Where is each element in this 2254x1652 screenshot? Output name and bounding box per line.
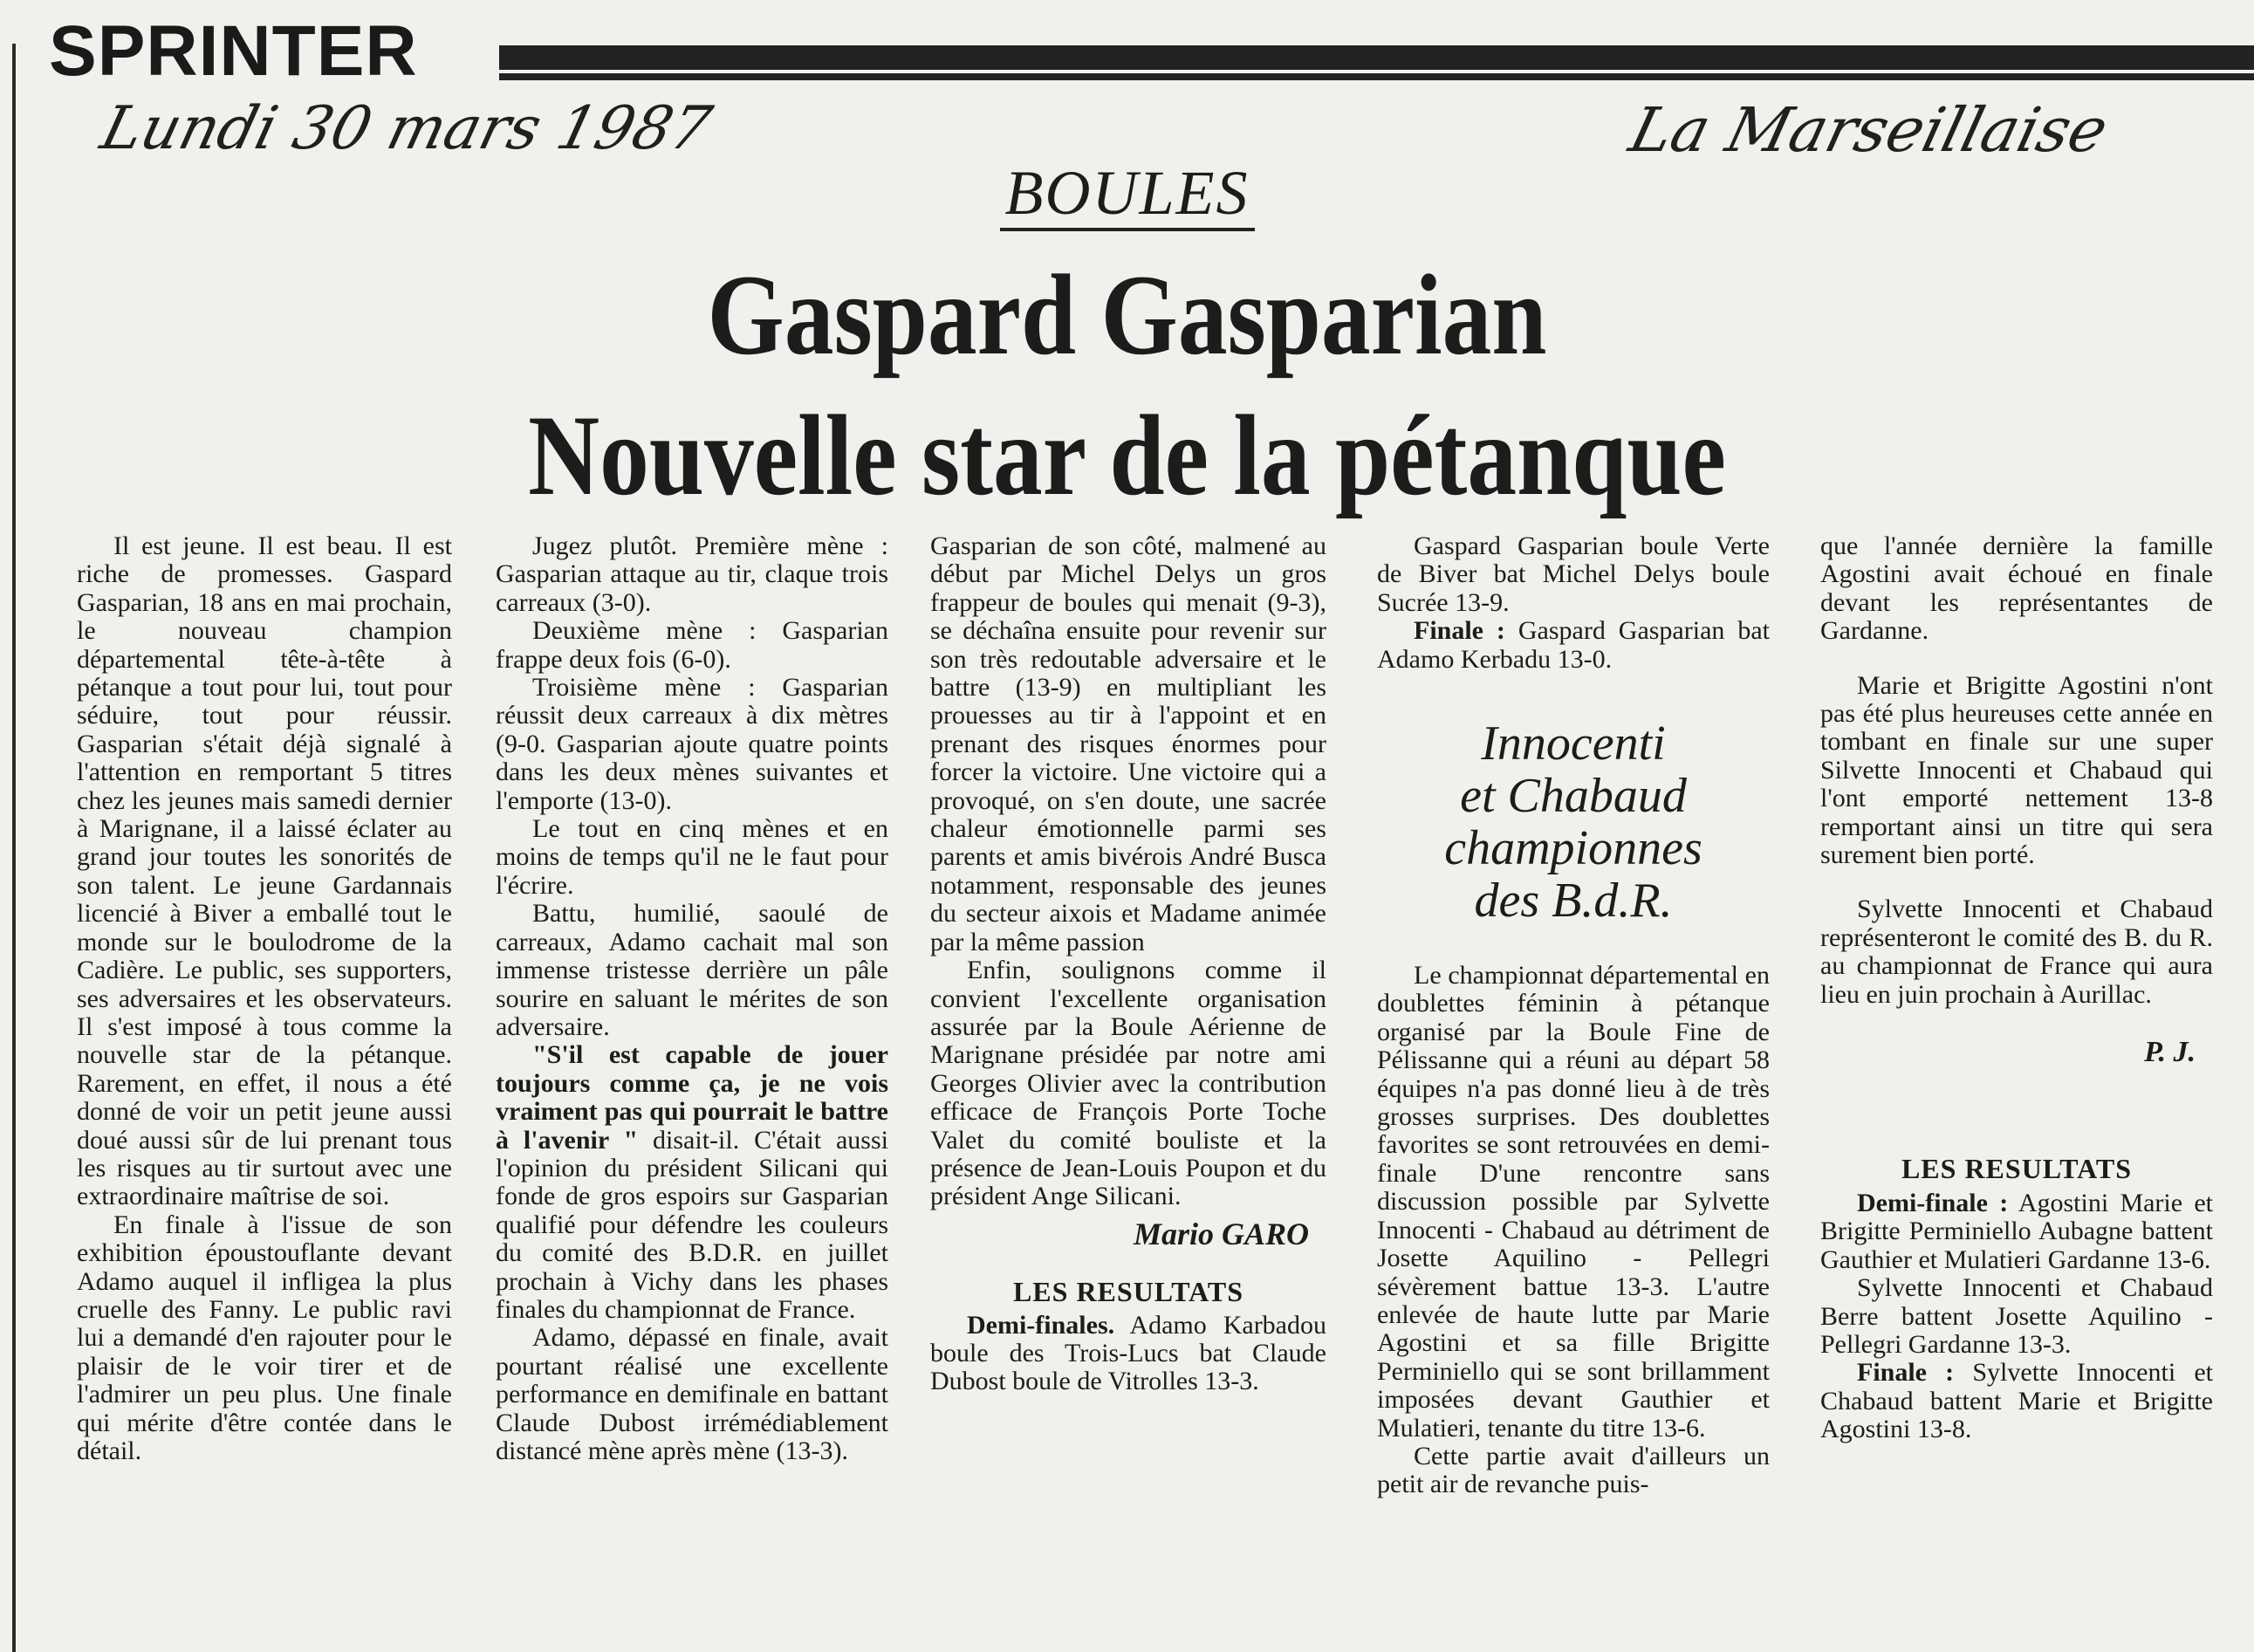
left-margin-rule [12, 44, 16, 1652]
results-label: Demi-finales. [967, 1310, 1115, 1340]
final-label: Finale : [1857, 1358, 1955, 1388]
sub-headline-line: Innocenti [1481, 716, 1666, 771]
author-signature: P. J. [2144, 1036, 2196, 1069]
paragraph: Gasparian de son côté, malmené au début par Michel Delys un gros frappeur de boules qui menait (9-3), se déchaîna ensuite pour revenir sur son très redoutable adversaire et le battre (13-9) en multipliant les prouesses au tir à l'appoint et en prenant des risques énormes pour forcer la victoire. Une victoire qui a provoqué, on s'en doute, une sacrée chaleur émotionnelle parmi ses parents et amis bivérois André Busca notamment, responsable des jeunes du secteur aixois et Madame animée par la même passion [930, 531, 1326, 956]
paragraph: Marie et Brigitte Agostini n'ont pas été plus heureuses cette année en tombant en finale sur une super Silvette Innocenti et Chabaud qui l'ont emporté nettement 13-8 remportant ainsi un titre qui sera surement bien porté. [1820, 670, 2213, 870]
results-heading: LES RESULTATS [1012, 1276, 1244, 1308]
paragraph: Gaspard Gasparian boule Verte de Biver bat Michel Delys boule Sucrée 13-9. [1377, 531, 1770, 617]
headline-line-2: Nouvelle star de la pétanque [528, 391, 1726, 519]
final-paragraph [1820, 1359, 2213, 1443]
pull-quote: "S'il est capable de jouer toujours comme ça, je ne vois vraiment pas qui pourrait le battre à l'avenir " [496, 1040, 888, 1155]
headline-line-1: Gaspard Gasparian [707, 250, 1547, 379]
paragraph: Adamo, dépassé en finale, avait pourtant réalisé une excellente performance en demifinale en battant Claude Dubost irrémédiablement distancé mène après mène (13-3). [496, 1323, 888, 1465]
results-heading: LES RESULTATS [1901, 1152, 2133, 1184]
paragraph: Jugez plutôt. Première mène : Gasparian attaque au tir, claque trois carreaux (3-0). [496, 531, 888, 617]
article-column-4 [1377, 532, 1770, 1499]
section-title: SPRINTER [49, 11, 418, 91]
paragraph: Deuxième mène : Gasparian frappe deux fois (6-0). [496, 616, 888, 674]
handwritten-newspaper-name: La Marseillaise [1622, 94, 2115, 166]
paragraph: Il est jeune. Il est beau. Il est riche de promesses. Gaspard Gasparian, 18 ans en mai prochain, le nouveau champion départemental tête-à-tête à pétanque a tout pour lui, tout pour séduire, tout pour réussir. Gasparian s'était déjà signalé à l'attention en remportant 5 titres chez les jeunes mais samedi dernier à Marignane, il a laissé éclater au grand jour toutes les sonorités de son talent. Le jeune Gardannais licencié à Biver a emballé tout le monde sur le boulodrome de la Cadière. Le public, ses supporters, ses adversaires et les observateurs. Il s'est imposé à tous comme la nouvelle star de la pétanque. Rarement, en effet, il nous a été donné de voir un petit jeune aussi doué aussi sûr de lui prenant tous les risques au tir surtout avec une extraordinaire maîtrise de soi. [77, 531, 452, 1211]
final-paragraph [1377, 617, 1770, 674]
results-paragraph [930, 1312, 1326, 1396]
header-bar [499, 45, 2254, 70]
header-bar-thin [499, 73, 2254, 80]
final-text: Gaspard Gasparian bat Adamo Kerbadu 13-0. [1377, 616, 1770, 674]
final-text: Sylvette Innocenti et Chabaud battent Marie et Brigitte Agostini 13-8. [1820, 1358, 2213, 1444]
paragraph: que l'année dernière la famille Agostini avait échoué en finale devant les représentantes de Gardanne. [1820, 531, 2213, 646]
article-column-1 [77, 532, 452, 1465]
paragraph: En finale à l'issue de son exhibition époustouflante devant Adamo auquel il infligea la plus cruelle des Fanny. Le public ravi lui a demandé d'en rajouter pour le plaisir de le voir tirer et de l'admirer un peu plus. Une finale qui mérite d'être contée dans le détail. [77, 1210, 452, 1465]
author-signature: Mario GARO [1133, 1216, 1309, 1251]
sub-headline-line: des B.d.R. [1474, 874, 1673, 929]
results-text: Adamo Karbadou boule des Trois-Lucs bat Claude Dubost boule de Vitrolles 13-3. [930, 1310, 1326, 1396]
sub-headline-line: championnes [1444, 821, 1702, 876]
paragraph: Le championnat départemental en doublettes féminin à pétanque organisé par la Boule Fine de Pélissanne qui a réuni au départ 58 équipes n'a pas donné lieu à de très grosses surprises. Des doublettes favorites se sont retrouvées en demi-finale D'une rencontre sans discussion possible par Sylvette Innocenti - Chabaud au détriment de Josette Aquilino - Pellegri sévèrement battue 13-3. L'autre enlevée de haute lutte par Marie Agostini et sa fille Brigitte Perminiello qui se sont brillamment imposées devant Gauthier et Mulatieri, tenante du titre 13-6. [1377, 961, 1770, 1443]
handwritten-date: Lundi 30 mars 1987 [94, 94, 718, 163]
sub-headline-line: et Chabaud [1460, 769, 1687, 824]
article-column-3 [930, 532, 1326, 1396]
paragraph: Enfin, soulignons comme il convient l'excellente organisation assurée par la Boule Aérienne de Marignane présidée par notre ami Georges Olivier avec la contribution efficace de François Porte Toche Valet du comité bouliste et la présence de Jean-Louis Poupon et du président Ange Silicani. [930, 956, 1326, 1211]
kicker-text: BOULES [1000, 158, 1255, 231]
paragraph: Sylvette Innocenti et Chabaud représenteront le comité des B. du R. au championnat de France qui aura lieu en juin prochain à Aurillac. [1820, 895, 2213, 1009]
quote-continuation: disait-il. C'était aussi l'opinion du président Silicani qui fonde de gros espoirs sur Gasparian qualifié pour défendre les couleurs du comité des B.D.R. en juillet prochain à Vichy dans les phases finales du championnat de France. [496, 1125, 888, 1324]
paragraph: Troisième mène : Gasparian réussit deux carreaux à dix mètres (9-0. Gasparian ajoute quatre points dans les deux mènes suivantes et l'emporte (13-0). [496, 673, 888, 815]
article-kicker [0, 157, 2254, 230]
final-label: Finale : [1414, 616, 1505, 646]
results-text: Agostini Marie et Brigitte Perminiello Aubagne battent Gauthier et Mulatieri Gardanne 13-6. [1820, 1188, 2213, 1274]
paragraph: Le tout en cinq mènes et en moins de temps qu'il ne le faut pour l'écrire. [496, 814, 888, 900]
sub-headline [1377, 717, 1770, 927]
paragraph: Sylvette Innocenti et Chabaud Berre battent Josette Aquilino - Pellegri Gardanne 13-3. [1820, 1273, 2213, 1359]
results-label: Demi-finale : [1857, 1188, 2009, 1217]
results-paragraph [1820, 1189, 2213, 1274]
quote-paragraph [496, 1041, 888, 1324]
paragraph: Cette partie avait d'ailleurs un petit air de revanche puis- [1377, 1441, 1770, 1499]
paragraph: Battu, humilié, saoulé de carreaux, Adamo cachait mal son immense tristesse derrière un pâle sourire en saluant le mérites de son adversaire. [496, 899, 888, 1041]
article-column-2 [496, 532, 888, 1465]
article-column-5 [1820, 532, 2213, 1444]
